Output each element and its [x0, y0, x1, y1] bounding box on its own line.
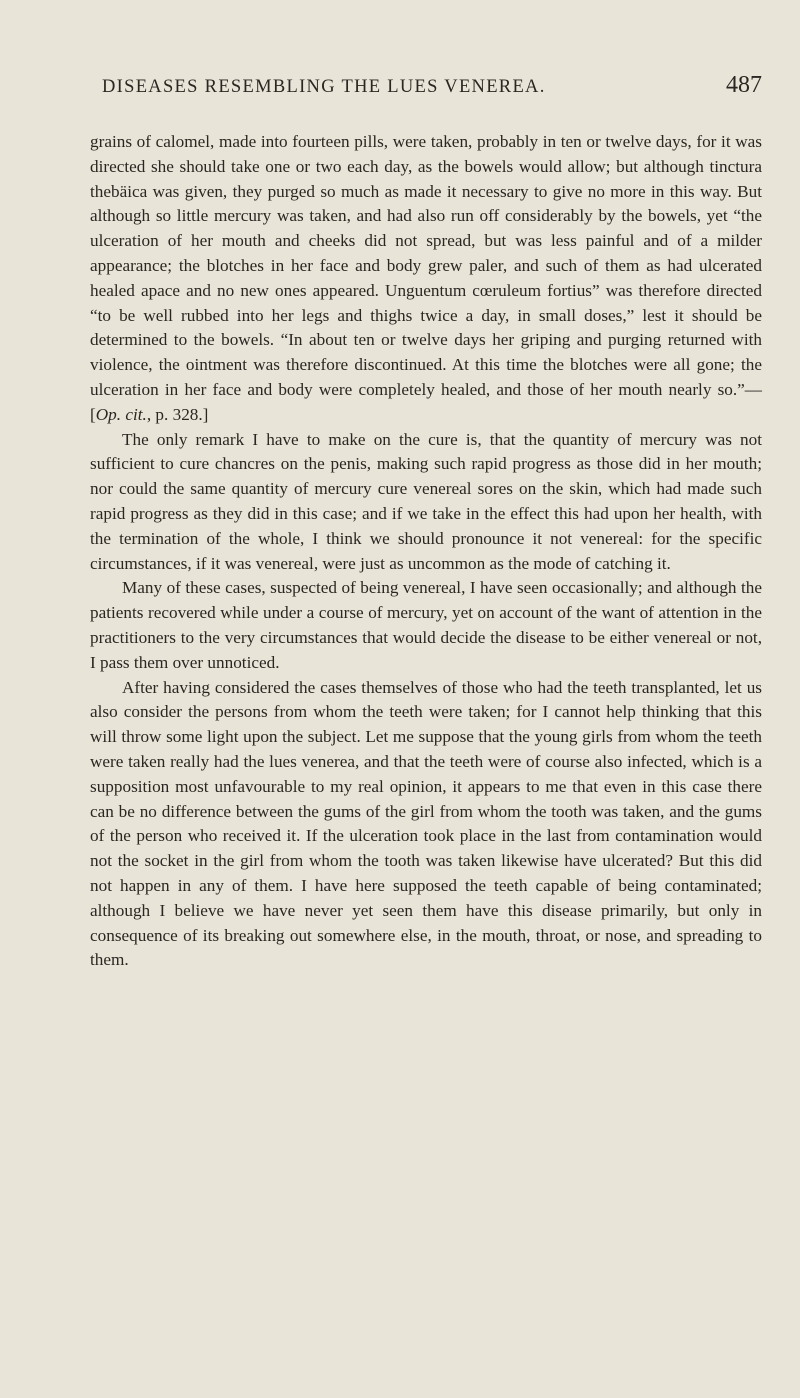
running-head: DISEASES RESEMBLING THE LUES VENEREA. — [102, 77, 546, 97]
page-number: 487 — [726, 72, 762, 98]
paragraph-1-tail: , p. 328.] — [146, 404, 209, 424]
page-header — [90, 72, 762, 112]
paragraph-1 — [90, 130, 762, 428]
paragraph-4: After having considered the cases themselves of those who had the teeth transplanted, let us also consider the persons from whom the teeth were taken; for I cannot help thinking that this will throw some light upon the subject. Let me suppose that the young girls from whom the teeth were taken really had the lues venerea, and that the teeth were of course also infected, which is a supposition most unfavourable to my real opinion, it appears to me that even in this case there can be no difference between the gums of the girl from whom the tooth was taken, and the gums of the person who received it. If the ulceration took place in the last from contamination would not the socket in the girl from whom the tooth was taken likewise have ulcerated? But this did not happen in any of them. I have here supposed the teeth capable of being contaminated; although I believe we have never yet seen them have this disease primarily, but only in consequence of its breaking out somewhere else, in the mouth, throat, or nose, and spreading to them. — [90, 677, 762, 970]
paragraph-3: Many of these cases, suspected of being venereal, I have seen occasionally; and although the patients recovered while under a course of mercury, yet on account of the want of attention in the practitioners to the very circumstances that would decide the disease to be either venereal or not, I pass them over unnoticed. — [90, 578, 762, 672]
body-text — [90, 130, 762, 973]
paragraph-1-text: grains of calomel, made into fourteen pills, were taken, probably in ten or twelve days, for it was directed she should take one or two each day, as the bowels would allow; but although tinctura thebäica was given, they purged so much as made it necessary to give no more in this way. But although so little mercury was taken, and had also run off considerably by the bowels, yet “the ulceration of her mouth and cheeks did not spread, but was less painful and of a milder appearance; the blotches in her face and body grew paler, and such of them as had ulcerated healed apace and no new ones appeared. Unguentum cœruleum fortius” was therefore directed “to be well rubbed into her legs and thighs twice a day, in small doses,” lest it should be determined to the bowels. “In about ten or twelve days her griping and purging returned with violence, the ointment was therefore discontinued. At this time the blotches were all gone; the ulceration in her face and body were completely healed, and those of her mouth nearly so.”—[ — [90, 132, 762, 424]
paragraph-2: The only remark I have to make on the cure is, that the quantity of mercury was not sufficient to cure chancres on the penis, making such rapid progress as those did in her mouth; nor could the same quantity of mercury cure venereal sores on the skin, which had made such rapid progress as they did in this case; and if we take in the effect this had upon her health, with the termination of the whole, I think we should pronounce it not venereal: for the specific circumstances, if it was venereal, were just as uncommon as the mode of catching it. — [90, 429, 762, 573]
citation-op-cit: Op. cit. — [95, 404, 147, 424]
